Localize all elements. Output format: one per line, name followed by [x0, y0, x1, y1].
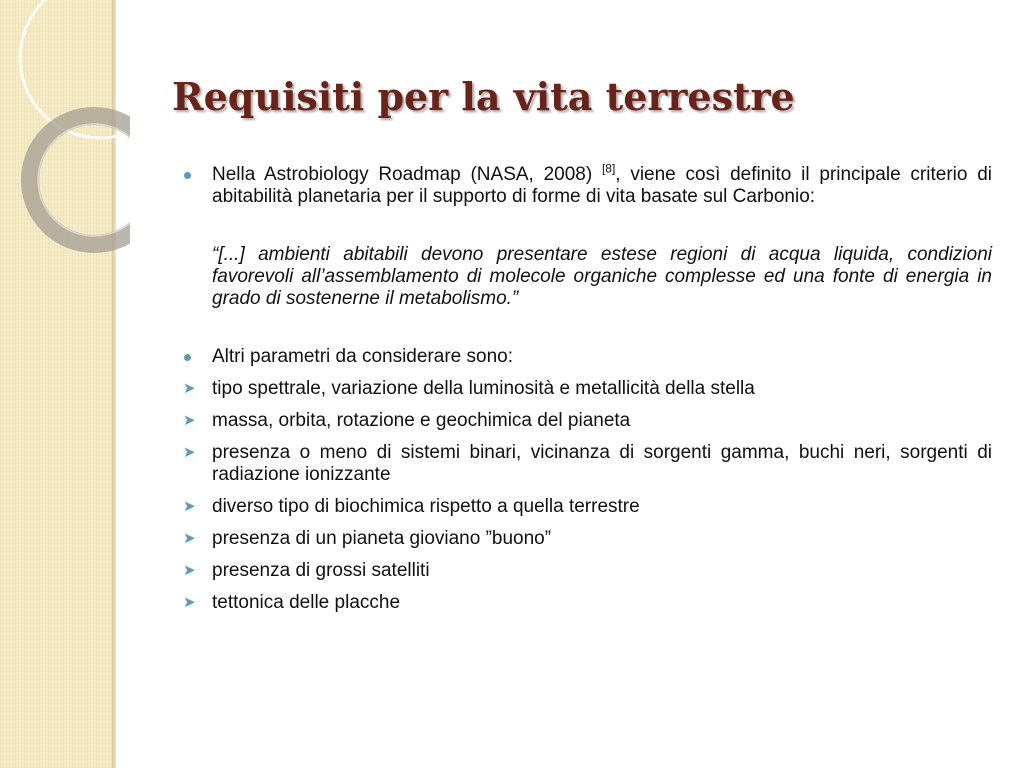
param-item — [182, 378, 992, 400]
roadmap-quote: “[...] ambienti abitabili devono presentare estese regioni di acqua liquida, condizioni favorevoli all’assemblamento di molecole organiche complesse ed una fonte di energia in grado di sostenerne il metabolismo.” — [212, 244, 992, 309]
param-item — [182, 442, 992, 486]
param-item — [182, 528, 992, 550]
intro-paragraph — [182, 161, 992, 208]
param-text: diverso tipo di biochimica rispetto a quella terrestre — [212, 496, 640, 517]
arrow-bullet-icon: ➤ — [183, 562, 196, 579]
param-item — [182, 410, 992, 432]
param-item — [182, 496, 992, 518]
arrow-bullet-icon: ➤ — [183, 498, 196, 515]
param-text: presenza di grossi satelliti — [212, 560, 430, 581]
param-text: massa, orbita, rotazione e geochimica del pianeta — [212, 410, 631, 431]
param-text: presenza o meno di sistemi binari, vicinanza di sorgenti gamma, buchi neri, sorgenti di radiazione ionizzante — [212, 442, 992, 485]
param-item — [182, 592, 992, 614]
slide-title: Requisiti per la vita terrestre — [172, 74, 795, 119]
arrow-bullet-icon: ➤ — [183, 530, 196, 547]
bullet-dot-icon — [184, 354, 191, 361]
params-heading — [182, 346, 992, 368]
side-band — [0, 0, 112, 768]
param-text: tettonica delle placche — [212, 592, 401, 613]
params-heading-text: Altri parametri da considerare sono: — [212, 346, 513, 367]
side-band-edge — [112, 0, 116, 768]
arrow-bullet-icon: ➤ — [183, 594, 196, 611]
bullet-dot-icon — [184, 172, 191, 179]
param-text: presenza di un pianeta gioviano ”buono” — [212, 528, 552, 549]
arrow-bullet-icon: ➤ — [183, 412, 196, 429]
slide-body — [182, 161, 992, 614]
arrow-bullet-icon: ➤ — [183, 444, 196, 461]
intro-text-before: Nella Astrobiology Roadmap (NASA, 2008) — [212, 164, 602, 185]
intro-text-after: , viene così definito il principale criterio di abitabilità planetaria per il supporto di forme di vita basate sul Carbonio: — [212, 164, 992, 207]
param-item — [182, 560, 992, 582]
reference-marker: [8] — [601, 161, 616, 176]
arrow-bullet-icon: ➤ — [183, 380, 196, 397]
param-text: tipo spettrale, variazione della luminosità e metallicità della stella — [212, 378, 755, 399]
